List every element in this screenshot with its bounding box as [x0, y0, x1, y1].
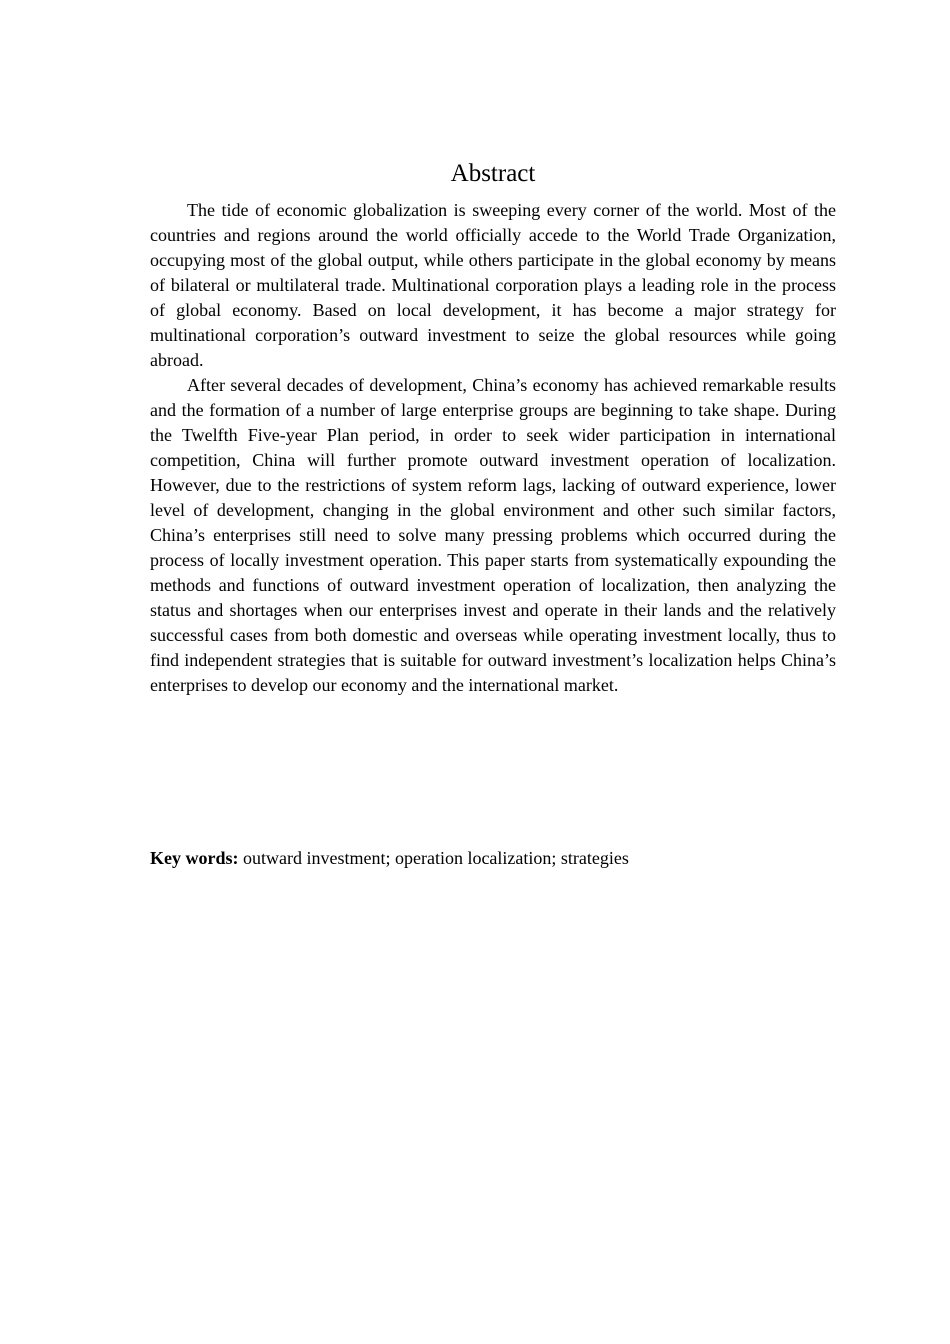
abstract-title: Abstract — [450, 160, 536, 187]
abstract-paragraph-1: The tide of economic globalization is sweeping every corner of the world. Most of the countries and regions around the world officially accede to the World Trade Organization, occupying most of the global output, while others participate in the global economy by means of bilateral or multilateral trade. Multinational corporation plays a leading role in the process of global economy. Based on local development, it has become a major strategy for multinational corporation’s outward investment to seize the global resources while going abroad. — [150, 200, 836, 370]
abstract-paragraph-2: After several decades of development, China’s economy has achieved remarkable results and the formation of a number of large enterprise groups are beginning to take shape. During the Twelfth Five-year Plan period, in order to seek wider participation in international competition, China will further promote outward investment operation of localization. However, due to the restrictions of system reform lags, lacking of outward experience, lower level of development, changing in the global environment and other such similar factors, China’s enterprises still need to solve many pressing problems which occurred during the process of locally investment operation. This paper starts from systematically expounding the methods and functions of outward investment operation of localization, then analyzing the status and shortages when our enterprises invest and operate in their lands and the relatively successful cases from both domestic and overseas while operating investment locally, thus to find independent strategies that is suitable for outward investment’s localization helps China’s enterprises to develop our economy and the international market. — [150, 375, 836, 695]
keywords-label: Key words: — [150, 848, 239, 868]
keywords-line — [150, 846, 836, 871]
keywords-text: outward investment; operation localization; strategies — [238, 848, 629, 868]
abstract-body — [150, 198, 836, 698]
